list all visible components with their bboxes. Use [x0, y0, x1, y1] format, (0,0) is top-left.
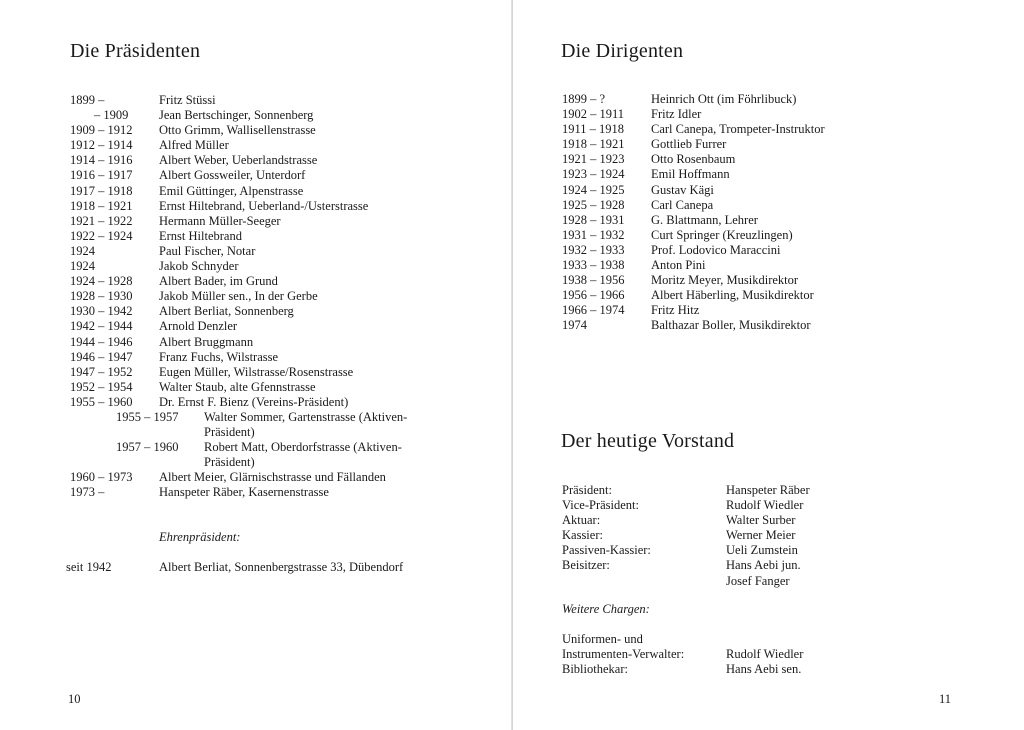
- list-item-years: 1909 – 1912: [70, 123, 133, 138]
- list-item-years: 1930 – 1942: [70, 304, 133, 319]
- list-item-years: 1924 – 1925: [562, 182, 625, 197]
- list-item-years: 1899 –: [70, 93, 105, 107]
- list-item-years: 1921 – 1922: [70, 213, 133, 228]
- list-item-name: Albert Häberling, Musikdirektor: [651, 288, 814, 303]
- list-item-name: Albert Meier, Glärnischstrasse und Fällanden: [159, 470, 386, 485]
- list-item-name: Fritz Idler: [651, 107, 702, 122]
- list-item-years: 1932 – 1933: [562, 242, 625, 257]
- presidents-heading: Die Präsidenten: [70, 40, 201, 62]
- list-item-name: Prof. Lodovico Maraccini: [651, 242, 781, 257]
- list-item-name: Jakob Müller sen., In der Gerbe: [159, 289, 318, 304]
- list-item-years: 1955 – 1957: [116, 409, 179, 424]
- page-number-right: 11: [939, 692, 952, 706]
- list-item-years: 1946 – 1947: [70, 349, 133, 364]
- list-item-name: Hanspeter Räber, Kasernenstrasse: [159, 485, 329, 500]
- board-role: Passiven-Kassier:: [562, 543, 651, 558]
- list-item-years: 1974: [562, 318, 587, 333]
- list-item-name: Otto Grimm, Wallisellenstrasse: [159, 123, 316, 138]
- board-person: Rudolf Wiedler: [726, 647, 804, 662]
- list-item-name: Franz Fuchs, Wilstrasse: [159, 349, 279, 364]
- left-page: [0, 0, 510, 730]
- board-person: Rudolf Wiedler: [726, 498, 804, 513]
- board-person: Hans Aebi jun.: [726, 558, 801, 573]
- list-item-name: Curt Springer (Kreuzlingen): [651, 227, 793, 242]
- list-item-years: 1973 –: [70, 485, 105, 500]
- list-item-name: Alfred Müller: [159, 138, 229, 153]
- list-item-name: Albert Bruggmann: [159, 334, 254, 349]
- list-item-years: 1944 – 1946: [70, 334, 133, 349]
- list-item-years: 1933 – 1938: [562, 258, 625, 273]
- list-item-name: Robert Matt, Oberdorfstrasse (Aktiven-: [204, 440, 402, 455]
- list-item-name: Hermann Müller-Seeger: [159, 213, 281, 228]
- list-item-name: Dr. Ernst F. Bienz (Vereins-Präsident): [159, 394, 349, 409]
- list-item-name: Gustav Kägi: [651, 182, 714, 197]
- list-item-years: 1922 – 1924: [70, 228, 133, 243]
- list-item-years: 1916 – 1917: [70, 168, 133, 183]
- conductors-heading: Die Dirigenten: [561, 40, 684, 62]
- list-item-name: G. Blattmann, Lehrer: [651, 212, 758, 227]
- list-item-years: 1924: [70, 243, 95, 258]
- list-item-years: 1966 – 1974: [562, 303, 625, 318]
- list-item-years: 1938 – 1956: [562, 273, 625, 288]
- board-role: Instrumenten-Verwalter:: [562, 647, 685, 662]
- list-item-name: Jean Bertschinger, Sonnenberg: [159, 108, 314, 123]
- list-item-name: Otto Rosenbaum: [651, 152, 736, 167]
- board-heading: Der heutige Vorstand: [561, 430, 735, 452]
- board-role: Bibliothekar:: [562, 662, 628, 677]
- list-item-name: Emil Hoffmann: [651, 167, 730, 182]
- list-item-name: Jakob Schnyder: [159, 259, 239, 274]
- list-item-years: 1942 – 1944: [70, 319, 133, 334]
- list-item-years: 1947 – 1952: [70, 364, 133, 379]
- board-person: Josef Fanger: [726, 573, 790, 588]
- board-person: Ueli Zumstein: [726, 543, 798, 558]
- list-item-name: Albert Gossweiler, Unterdorf: [159, 168, 306, 183]
- board-person: Werner Meier: [726, 528, 796, 543]
- list-item-name: Carl Canepa: [651, 197, 714, 212]
- further-label: Weitere Chargen:: [562, 602, 650, 616]
- list-item-years: 1917 – 1918: [70, 183, 133, 198]
- list-item-years: 1918 – 1921: [70, 198, 133, 213]
- right-page: [514, 0, 1024, 730]
- list-item-name: Emil Güttinger, Alpenstrasse: [159, 183, 304, 198]
- board-role: Vice-Präsident:: [562, 498, 640, 513]
- list-item-years: 1918 – 1921: [562, 137, 625, 152]
- list-item-name: Gottlieb Furrer: [651, 137, 727, 152]
- list-item-name: Fritz Hitz: [651, 303, 700, 318]
- list-item-years: 1902 – 1911: [562, 107, 625, 122]
- list-item-name: Walter Sommer, Gartenstrasse (Aktiven-: [204, 409, 408, 424]
- board-role: Beisitzer:: [562, 558, 610, 573]
- list-item-years: 1924: [70, 259, 95, 274]
- list-item-name: Ernst Hiltebrand: [159, 228, 242, 243]
- book-gutter: [511, 0, 513, 730]
- board-role: Kassier:: [562, 528, 603, 543]
- list-item-years: 1914 – 1916: [70, 153, 133, 168]
- list-item-years: 1956 – 1966: [562, 288, 625, 303]
- list-item-years: 1912 – 1914: [70, 138, 133, 153]
- list-item-name: Eugen Müller, Wilstrasse/Rosenstrasse: [159, 364, 354, 379]
- board-person: Hans Aebi sen.: [726, 662, 802, 677]
- list-item-name: Fritz Stüssi: [159, 93, 216, 107]
- list-item-years: 1928 – 1930: [70, 289, 133, 304]
- list-item-years: 1911 – 1918: [562, 122, 625, 137]
- list-item-name: Präsident): [204, 425, 255, 440]
- honorary-label: Ehrenpräsident:: [159, 530, 241, 544]
- page-number-left: 10: [68, 692, 81, 706]
- board-role: Uniformen- und: [562, 632, 643, 646]
- list-item-years: 1924 – 1928: [70, 274, 133, 289]
- honorary-since: seit 1942: [66, 560, 112, 574]
- list-item-name: Balthazar Boller, Musikdirektor: [651, 318, 811, 333]
- honorary-name: Albert Berliat, Sonnenbergstrasse 33, Dübendorf: [159, 560, 404, 574]
- list-item-name: Walter Staub, alte Gfennstrasse: [159, 379, 316, 394]
- list-item-years: 1955 – 1960: [70, 394, 133, 409]
- board-person: Hanspeter Räber: [726, 483, 810, 497]
- list-item-years: 1952 – 1954: [70, 379, 133, 394]
- list-item-name: Albert Bader, im Grund: [159, 274, 278, 289]
- list-item-name: Ernst Hiltebrand, Ueberland-/Usterstrasse: [159, 198, 369, 213]
- list-item-years: 1928 – 1931: [562, 212, 625, 227]
- list-item-name: Albert Weber, Ueberlandstrasse: [159, 153, 318, 168]
- list-item-years: 1899 – ?: [562, 92, 606, 106]
- list-item-years: 1957 – 1960: [116, 440, 179, 455]
- board-role: Präsident:: [562, 483, 612, 497]
- list-item-years: 1931 – 1932: [562, 227, 625, 242]
- board-person: Walter Surber: [726, 513, 796, 528]
- list-item-name: Albert Berliat, Sonnenberg: [159, 304, 294, 319]
- board-role: Aktuar:: [562, 513, 601, 528]
- list-item-name: Arnold Denzler: [159, 319, 238, 334]
- list-item-years: 1925 – 1928: [562, 197, 625, 212]
- list-item-years: 1960 – 1973: [70, 470, 133, 485]
- list-item-name: Präsident): [204, 455, 255, 470]
- list-item-years: 1923 – 1924: [562, 167, 625, 182]
- list-item-name: Anton Pini: [651, 258, 706, 273]
- list-item-name: Moritz Meyer, Musikdirektor: [651, 273, 799, 288]
- list-item-name: Paul Fischer, Notar: [159, 243, 256, 258]
- list-item-years: 1921 – 1923: [562, 152, 625, 167]
- list-item-years: – 1909: [94, 108, 129, 123]
- list-item-name: Carl Canepa, Trompeter-Instruktor: [651, 122, 825, 137]
- list-item-name: Heinrich Ott (im Föhrlibuck): [651, 92, 797, 106]
